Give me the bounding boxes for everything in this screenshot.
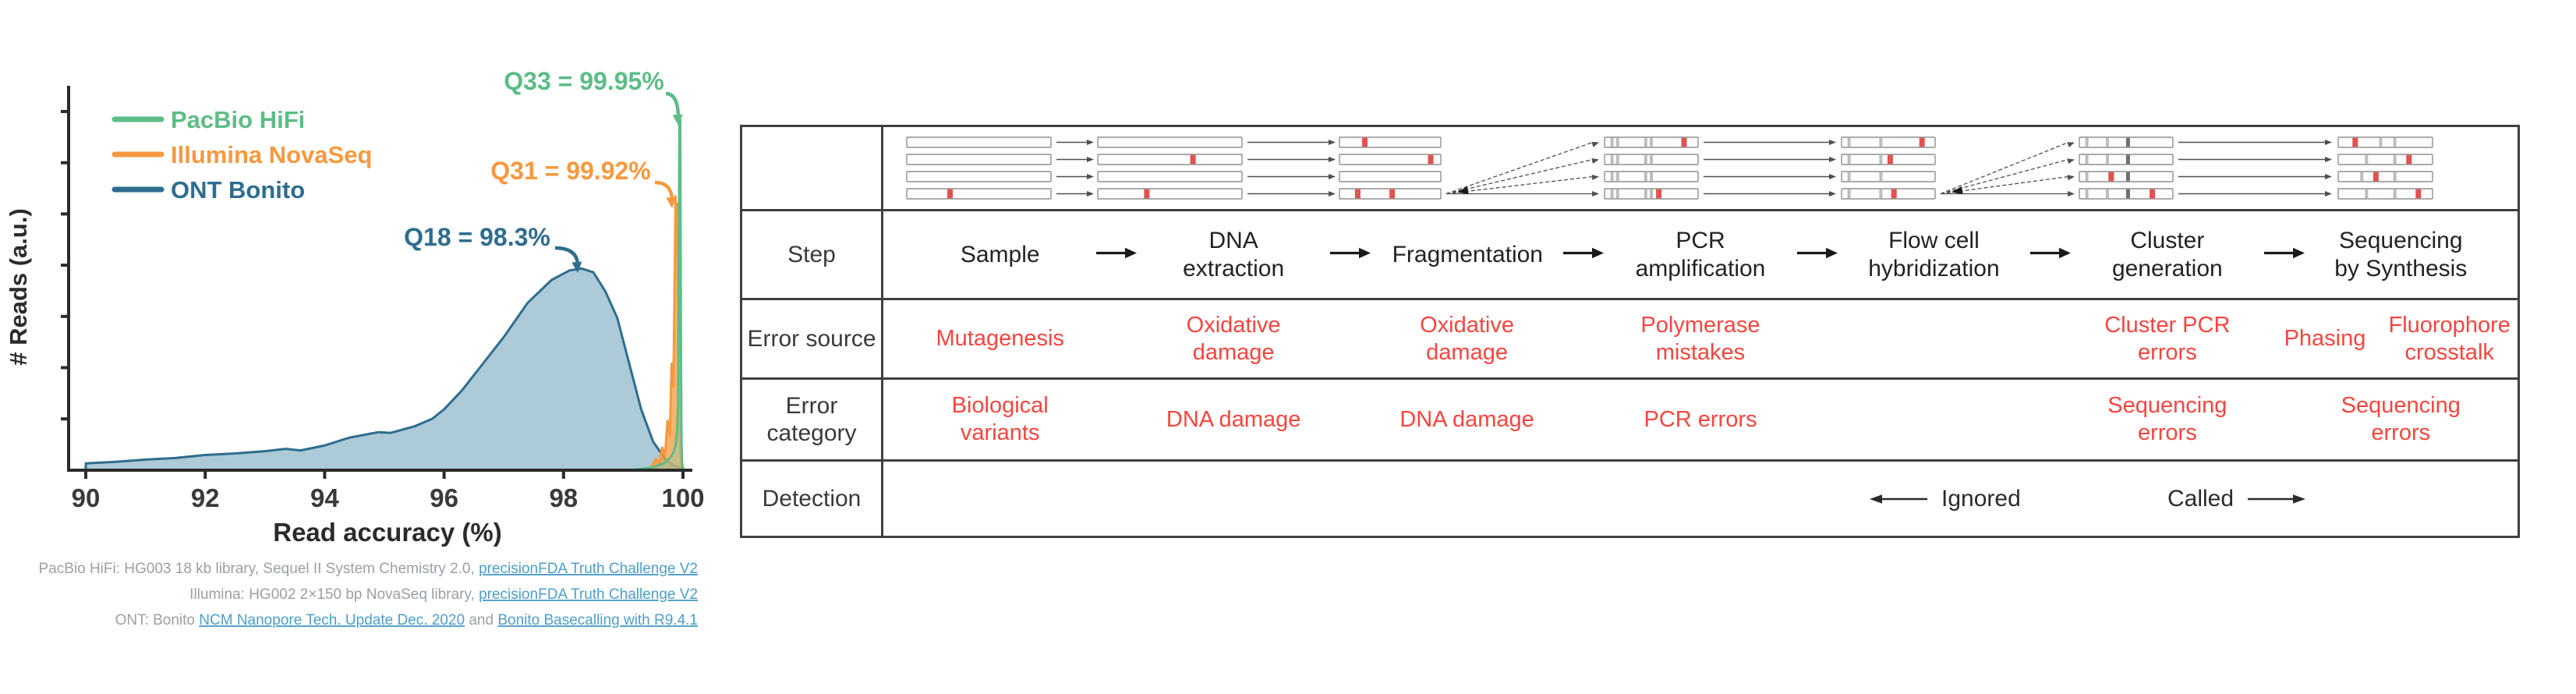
error-mark bbox=[1355, 189, 1361, 199]
error-source-cell bbox=[1350, 300, 1583, 377]
error-mark bbox=[1191, 155, 1196, 165]
error-mark bbox=[1428, 155, 1434, 165]
legend-label: PacBio HiFi bbox=[171, 106, 306, 133]
footnote-text: Illumina: HG002 2×150 bp NovaSeq library, bbox=[189, 586, 479, 603]
detection-ignored bbox=[1868, 486, 2021, 512]
error-source-cell-label: Oxidative damage bbox=[1420, 312, 1514, 365]
dna-bar-called-reads bbox=[2338, 137, 2433, 147]
adapter-mark bbox=[1616, 189, 1619, 199]
dna-bar-extracted-dna bbox=[1098, 137, 1242, 147]
adapter-mark bbox=[2126, 189, 2130, 199]
step-label: PCR amplification bbox=[1635, 227, 1766, 281]
x-tick-label: 90 bbox=[71, 483, 101, 512]
step-cell-fragmentation bbox=[1350, 211, 1583, 298]
adapter-mark bbox=[2360, 172, 2363, 182]
error-category-cell bbox=[2284, 380, 2518, 459]
footnote-link[interactable]: NCM Nanopore Tech. Update Dec. 2020 bbox=[199, 612, 465, 628]
row-label-step: Step bbox=[742, 211, 883, 298]
footnote-link[interactable]: precisionFDA Truth Challenge V2 bbox=[479, 586, 698, 603]
dna-bar-fragments bbox=[1339, 137, 1441, 147]
error-mark bbox=[1888, 155, 1893, 165]
adapter-mark bbox=[1650, 138, 1653, 147]
x-tick-label: 98 bbox=[549, 483, 579, 512]
error-category-cell bbox=[1817, 380, 2051, 459]
error-source-cell bbox=[883, 300, 1116, 377]
footnote-text: PacBio HiFi: HG003 18 kb library, Sequel II System Chemistry 2.0, bbox=[38, 561, 479, 577]
amplification-fan-line bbox=[1446, 160, 1593, 194]
error-category-row bbox=[742, 377, 2518, 459]
adapter-mark bbox=[1879, 189, 1882, 199]
step-arrow-icon bbox=[1329, 246, 1372, 264]
adapter-mark bbox=[2086, 155, 2089, 165]
error-source-cell-label: Oxidative damage bbox=[1186, 312, 1281, 365]
step-label: Cluster generation bbox=[2111, 227, 2223, 281]
error-category-cell bbox=[2051, 380, 2284, 459]
adapter-mark bbox=[2086, 189, 2089, 199]
error-mark bbox=[1144, 189, 1149, 199]
dna-bar-sample-dna bbox=[907, 172, 1051, 182]
adapter-mark bbox=[2106, 189, 2109, 199]
left-arrow-icon bbox=[1868, 494, 1929, 505]
x-axis-label: Read accuracy (%) bbox=[273, 518, 502, 547]
y-axis-label: # Reads (a.u.) bbox=[5, 208, 32, 366]
step-arrow-icon bbox=[2263, 246, 2306, 264]
error-source-cell bbox=[1583, 300, 1817, 377]
adapter-mark bbox=[2086, 138, 2089, 147]
dna-bar-hybridized-fragments bbox=[1842, 189, 1935, 199]
adapter-mark bbox=[1650, 155, 1653, 165]
adapter-mark bbox=[1644, 155, 1647, 165]
error-mark bbox=[2150, 189, 2155, 199]
adapter-mark bbox=[2126, 172, 2130, 182]
detection-ignored-label: Ignored bbox=[1941, 485, 2021, 512]
amplification-fan-line bbox=[1446, 143, 1593, 194]
error-category-cell bbox=[1583, 380, 1817, 459]
error-mark bbox=[2108, 172, 2114, 182]
dna-bar-sample-dna bbox=[907, 154, 1051, 165]
adapter-mark bbox=[2126, 138, 2130, 147]
series-ont-bonito bbox=[86, 268, 683, 470]
error-mark bbox=[2373, 172, 2379, 182]
adapter-mark bbox=[1650, 189, 1653, 199]
step-label: DNA extraction bbox=[1183, 227, 1285, 281]
error-source-cells bbox=[883, 300, 2518, 377]
step-cell-sequencing-by-synthesis bbox=[2284, 211, 2518, 298]
sequencing-error-table bbox=[740, 125, 2520, 538]
adapter-mark bbox=[1879, 155, 1882, 165]
annotation-label: Q33 = 99.95% bbox=[504, 67, 664, 95]
adapter-mark bbox=[1644, 138, 1647, 147]
dna-bar-extracted-dna bbox=[1098, 189, 1242, 199]
dna-bar-fragments bbox=[1339, 172, 1441, 182]
adapter-mark bbox=[2394, 172, 2397, 182]
step-label: Sequencing by Synthesis bbox=[2334, 227, 2468, 281]
adapter-mark bbox=[2365, 155, 2368, 165]
dna-fragments-illustration bbox=[883, 127, 2520, 207]
error-category-cell-label: DNA damage bbox=[1166, 406, 1301, 432]
adapter-mark bbox=[1616, 155, 1619, 165]
footnote-link[interactable]: precisionFDA Truth Challenge V2 bbox=[479, 561, 698, 577]
adapter-mark bbox=[2106, 155, 2109, 165]
error-source-cell-label: Fluorophore crosstalk bbox=[2388, 312, 2511, 365]
x-tick-label: 94 bbox=[310, 483, 339, 512]
footnote-text: ONT: Bonito bbox=[115, 612, 200, 628]
step-arrow-icon bbox=[1796, 246, 1839, 264]
x-tick-label: 100 bbox=[661, 483, 705, 512]
step-label: Flow cell hybridization bbox=[1868, 227, 2000, 281]
adapter-mark bbox=[1848, 155, 1851, 165]
error-mark bbox=[1389, 189, 1395, 199]
step-cells bbox=[883, 211, 2518, 298]
adapter-mark bbox=[1611, 189, 1614, 199]
row-label-illustration bbox=[742, 127, 883, 209]
adapter-mark bbox=[1879, 172, 1882, 182]
dna-bar-sample-dna bbox=[907, 189, 1051, 199]
step-label: Sample bbox=[960, 241, 1040, 267]
step-arrow-icon bbox=[1562, 246, 1605, 264]
dna-bar-fragments bbox=[1339, 154, 1441, 165]
error-category-cell bbox=[1116, 380, 1350, 459]
step-cell-cluster-generation bbox=[2051, 211, 2284, 298]
adapter-mark bbox=[2106, 138, 2109, 147]
adapter-mark bbox=[2379, 138, 2382, 147]
step-cell-dna-extraction bbox=[1116, 211, 1350, 298]
adapter-mark bbox=[2365, 189, 2368, 199]
row-label-detection: Detection bbox=[742, 462, 883, 536]
error-category-cell-label: DNA damage bbox=[1399, 406, 1534, 432]
adapter-mark bbox=[1650, 172, 1653, 182]
dna-bar-extracted-dna bbox=[1098, 172, 1242, 182]
error-source-cell bbox=[2284, 300, 2518, 377]
right-arrow-icon bbox=[2246, 494, 2307, 505]
dna-bar-called-reads bbox=[2338, 154, 2433, 165]
error-source-row bbox=[742, 298, 2518, 377]
adapter-mark bbox=[1611, 155, 1614, 165]
adapter-mark bbox=[2126, 155, 2130, 165]
step-label: Fragmentation bbox=[1392, 241, 1543, 267]
adapter-mark bbox=[2394, 155, 2397, 165]
step-arrow-icon bbox=[2029, 246, 2072, 264]
step-arrow-icon bbox=[1095, 246, 1138, 264]
error-category-cell-label: Sequencing errors bbox=[2341, 393, 2461, 445]
step-cell-pcr-amplification bbox=[1583, 211, 1817, 298]
row-label-error-source: Error source bbox=[742, 300, 883, 377]
read-accuracy-chart bbox=[0, 0, 787, 694]
footnote-line bbox=[189, 586, 698, 603]
error-category-cell-label: PCR errors bbox=[1644, 406, 1757, 432]
annotation-label: Q31 = 99.92% bbox=[490, 157, 651, 185]
adapter-mark bbox=[1848, 138, 1851, 147]
x-tick-label: 92 bbox=[190, 483, 220, 512]
adapter-mark bbox=[2394, 138, 2397, 147]
step-cell-flow-cell-hybridization bbox=[1817, 211, 2051, 298]
error-source-cell-label: Polymerase mistakes bbox=[1640, 312, 1760, 365]
adapter-mark bbox=[2394, 189, 2397, 199]
footnote-line bbox=[115, 612, 698, 628]
error-source-cell bbox=[1116, 300, 1350, 377]
adapter-mark bbox=[2086, 172, 2089, 182]
row-label-error-category: Error category bbox=[742, 380, 883, 459]
dna-bar-extracted-dna bbox=[1098, 154, 1242, 165]
error-mark bbox=[1891, 189, 1897, 199]
error-source-cell-label: Mutagenesis bbox=[936, 326, 1064, 352]
error-mark bbox=[1682, 138, 1687, 147]
adapter-mark bbox=[1644, 172, 1647, 182]
adapter-mark bbox=[1616, 172, 1619, 182]
footnote-line bbox=[38, 561, 698, 577]
error-category-cell bbox=[883, 380, 1116, 459]
error-source-cell bbox=[2051, 300, 2284, 377]
adapter-mark bbox=[1848, 189, 1851, 199]
annotation-label: Q18 = 98.3% bbox=[404, 223, 550, 251]
adapter-mark bbox=[1644, 189, 1647, 199]
adapter-mark bbox=[1879, 138, 1882, 147]
x-tick-label: 96 bbox=[430, 483, 458, 512]
error-mark bbox=[2406, 155, 2411, 165]
read-accuracy-chart-panel bbox=[0, 0, 787, 694]
illustration-row bbox=[742, 127, 2518, 209]
error-source-cell-label: Cluster PCR errors bbox=[2104, 312, 2231, 365]
error-category-cell-label: Sequencing errors bbox=[2107, 393, 2227, 445]
adapter-mark bbox=[1611, 138, 1614, 147]
amplification-fan-line bbox=[1941, 143, 2068, 194]
detection-called-label: Called bbox=[2167, 485, 2235, 512]
error-mark bbox=[2352, 138, 2358, 147]
detection-called bbox=[2167, 486, 2307, 512]
adapter-mark bbox=[1848, 172, 1851, 182]
error-mark bbox=[947, 189, 953, 199]
error-mark bbox=[1656, 189, 1661, 199]
amplification-fan-line bbox=[1446, 177, 1593, 194]
error-source-cell-label: Phasing bbox=[2284, 326, 2366, 352]
adapter-mark bbox=[1616, 138, 1619, 147]
error-source-cell bbox=[1817, 300, 2051, 377]
footnote-link[interactable]: Bonito Basecalling with R9.4.1 bbox=[497, 612, 698, 628]
dna-bar-called-reads bbox=[2338, 172, 2433, 182]
step-cell-sample bbox=[883, 211, 1116, 298]
step-row bbox=[742, 209, 2518, 298]
error-category-cell bbox=[1350, 380, 1583, 459]
error-category-cells bbox=[883, 380, 2518, 459]
adapter-mark bbox=[1611, 172, 1614, 182]
footnote-text: and bbox=[465, 612, 498, 628]
legend-label: Illumina NovaSeq bbox=[171, 141, 373, 168]
dna-bar-sample-dna bbox=[907, 137, 1051, 147]
detection-row bbox=[742, 459, 2518, 536]
error-mark bbox=[1920, 138, 1925, 147]
error-mark bbox=[2415, 189, 2421, 199]
error-category-cell-label: Biological variants bbox=[951, 393, 1049, 445]
error-mark bbox=[1362, 138, 1368, 147]
dna-bar-hybridized-fragments bbox=[1842, 172, 1935, 182]
legend-label: ONT Bonito bbox=[171, 176, 306, 204]
